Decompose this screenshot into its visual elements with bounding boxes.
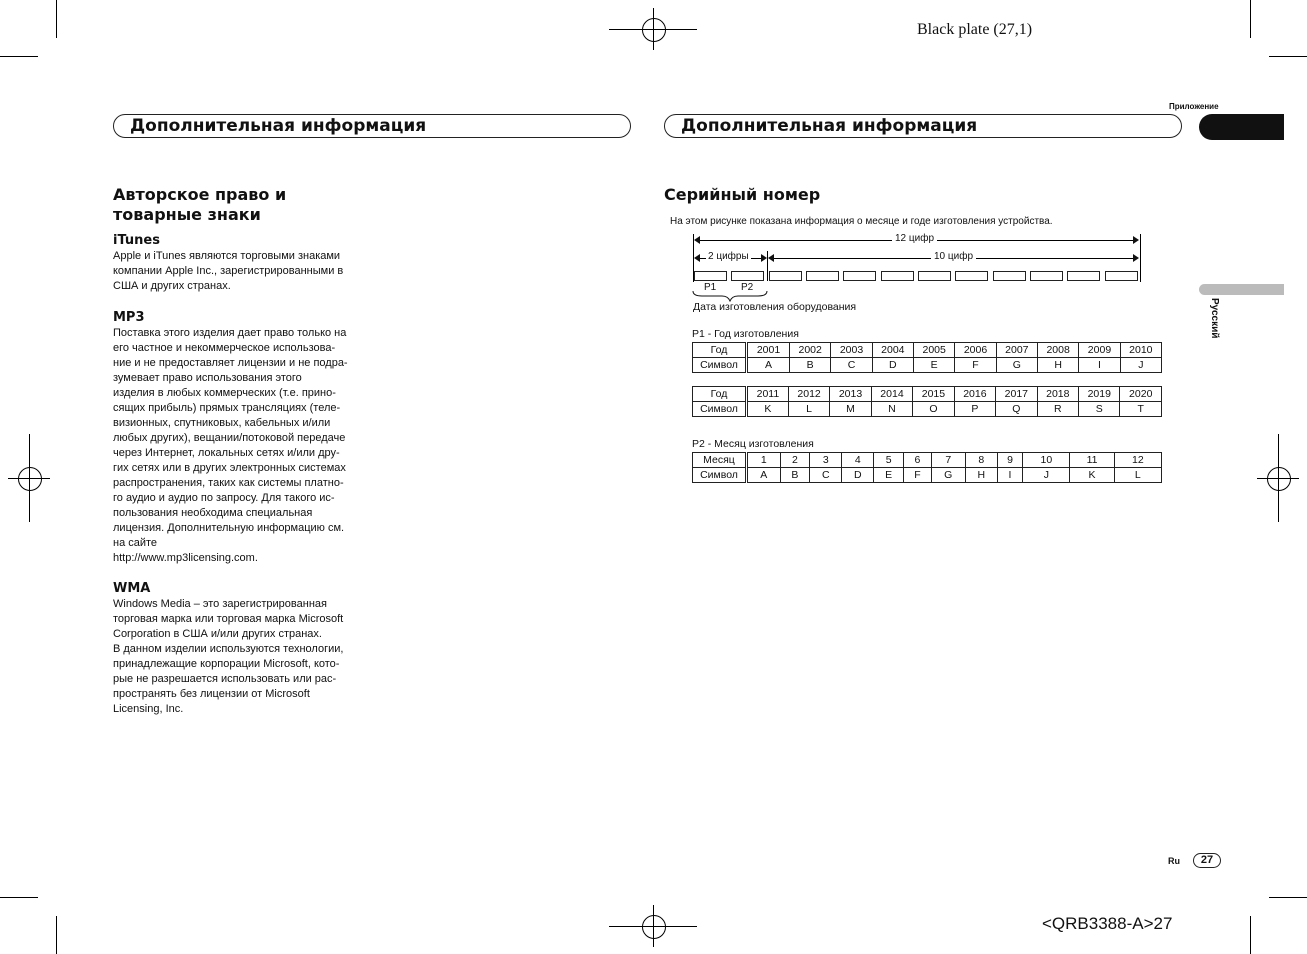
mp3-text: Поставка этого изделия дает право только на его частное и некоммерческое использова- ние и не предоставляет лицензии и не подра- зумевает право использования этого изделия в любых коммерческих (т.е. прино- сящих прибыль) прямых трансляциях (теле- визионных, спутниковых, кабельных и/или любых других), вещании/потоковой передаче через Интернет, локальных сетях и/или дру- гих сетях или в других электронных системах распространения, таких как системы платно- го аудио и аудио по запросу. Для такого ис- пользования необходима специальная лицензия. Дополнительную информацию см. на сайте http://www.mp3licensing.com. <box>113 327 348 564</box>
appendix-label: Приложение <box>1169 102 1219 111</box>
wma-title: WMA <box>113 581 151 596</box>
year-table-1 <box>692 342 1162 373</box>
digit-box <box>694 271 727 281</box>
digit-box <box>843 271 876 281</box>
month-table <box>692 452 1162 483</box>
p1-label: P1 <box>704 282 717 293</box>
table-cell: 2004 <box>872 343 913 358</box>
table-cell: 11 <box>1070 453 1114 468</box>
table-cell: J <box>1120 358 1161 373</box>
language-tab <box>1199 284 1284 295</box>
table-row <box>693 402 1162 417</box>
symbol-row-label: Символ <box>693 358 747 373</box>
table-cell: H <box>965 468 997 483</box>
date-label: Дата изготовления оборудования <box>693 301 857 313</box>
table-cell: M <box>830 402 871 417</box>
table-cell: B <box>790 358 831 373</box>
two-digits-label: 2 цифры <box>708 251 749 262</box>
digit-box <box>1105 271 1138 281</box>
digit-box <box>993 271 1026 281</box>
year-table-2 <box>692 386 1162 417</box>
table-cell: H <box>1037 358 1078 373</box>
table-cell: 2019 <box>1079 387 1120 402</box>
appendix-tab <box>1199 114 1284 140</box>
table-cell: K <box>1070 468 1114 483</box>
table-cell: S <box>1079 402 1120 417</box>
table-cell: A <box>747 468 781 483</box>
digit-box <box>769 271 802 281</box>
serial-title: Серийный номер <box>664 185 821 204</box>
table-cell: R <box>1037 402 1078 417</box>
table-cell: 2001 <box>747 343 790 358</box>
table-cell: 7 <box>931 453 965 468</box>
table-cell: I <box>997 468 1022 483</box>
month-table-caption: P2 - Месяц изготовления <box>692 438 814 450</box>
table-cell: P <box>954 402 995 417</box>
document-code: <QRB3388-A>27 <box>1042 914 1173 933</box>
table-cell: T <box>1120 402 1162 417</box>
itunes-title: iTunes <box>113 233 160 248</box>
table-cell: 6 <box>904 453 932 468</box>
table-row <box>693 387 1162 402</box>
month-row-label: Месяц <box>693 453 747 468</box>
table-cell: C <box>831 358 872 373</box>
right-section-header <box>664 114 1182 138</box>
table-cell: 2009 <box>1079 343 1120 358</box>
table-cell: 2005 <box>914 343 955 358</box>
right-header-text: Дополнительная информация <box>681 116 978 136</box>
symbol-row-label: Символ <box>693 468 747 483</box>
table-cell: 2014 <box>871 387 912 402</box>
digit-box <box>806 271 839 281</box>
language-label: Русский <box>1209 298 1220 339</box>
left-header-text: Дополнительная информация <box>130 116 427 136</box>
table-row <box>693 468 1162 483</box>
table-cell: 2013 <box>830 387 871 402</box>
table-cell: Q <box>996 402 1037 417</box>
table-cell: 2003 <box>831 343 872 358</box>
year-row-label: Год <box>693 343 747 358</box>
table-cell: F <box>955 358 996 373</box>
table-cell: 2007 <box>996 343 1037 358</box>
page-number: 27 <box>1193 853 1221 868</box>
table-row <box>693 358 1162 373</box>
table-cell: N <box>871 402 912 417</box>
ten-digits-label: 10 цифр <box>931 251 976 262</box>
table-cell: 5 <box>874 453 904 468</box>
table-cell: 2012 <box>788 387 829 402</box>
table-cell: D <box>842 468 874 483</box>
mp3-title: MP3 <box>113 310 145 325</box>
digit-box <box>1030 271 1063 281</box>
year-row-label: Год <box>693 387 747 402</box>
table-cell: 8 <box>965 453 997 468</box>
table-cell: 12 <box>1114 453 1161 468</box>
year-table-caption: P1 - Год изготовления <box>692 328 799 340</box>
table-cell: K <box>747 402 789 417</box>
table-row <box>693 453 1162 468</box>
serial-intro: На этом рисунке показана информация о месяце и годе изготовления устройства. <box>670 216 1053 227</box>
table-cell: C <box>810 468 842 483</box>
plate-label: Black plate (27,1) <box>917 21 1033 38</box>
table-cell: 10 <box>1023 453 1070 468</box>
table-cell: D <box>872 358 913 373</box>
table-cell: 2018 <box>1037 387 1078 402</box>
twelve-digits-label: 12 цифр <box>892 233 937 244</box>
table-cell: O <box>913 402 954 417</box>
table-cell: 2016 <box>954 387 995 402</box>
digit-box <box>918 271 951 281</box>
table-cell: B <box>780 468 810 483</box>
table-cell: E <box>874 468 904 483</box>
p2-label: P2 <box>741 282 754 293</box>
table-row <box>693 343 1162 358</box>
table-cell: 2017 <box>996 387 1037 402</box>
table-cell: E <box>914 358 955 373</box>
digit-box <box>955 271 988 281</box>
table-cell: 4 <box>842 453 874 468</box>
table-cell: 9 <box>997 453 1022 468</box>
wma-text: Windows Media – это зарегистрированная торговая марка или торговая марка Microsoft Corporation в США и/или других странах. В данном изделии используются технологии, принадлежащие корпорации Microsoft, кото- рые не разрешается использовать или рас- пространять без лицензии от Microsoft Licensing, Inc. <box>113 598 344 715</box>
table-cell: L <box>788 402 829 417</box>
table-cell: G <box>931 468 965 483</box>
digit-box <box>731 271 764 281</box>
table-cell: 1 <box>747 453 781 468</box>
digit-box <box>881 271 914 281</box>
table-cell: 2015 <box>913 387 954 402</box>
table-cell: 2008 <box>1037 343 1078 358</box>
table-cell: 2020 <box>1120 387 1162 402</box>
copyright-title <box>113 185 286 225</box>
digit-box <box>1067 271 1100 281</box>
table-cell: A <box>747 358 790 373</box>
footer-lang: Ru <box>1168 856 1180 866</box>
table-cell: L <box>1114 468 1161 483</box>
left-section-header <box>113 114 631 138</box>
table-cell: 2011 <box>747 387 789 402</box>
table-cell: F <box>904 468 932 483</box>
copyright-title-line1: Авторское право и <box>113 185 287 204</box>
copyright-title-line2: товарные знаки <box>113 205 261 224</box>
table-cell: I <box>1079 358 1120 373</box>
table-cell: G <box>996 358 1037 373</box>
symbol-row-label: Символ <box>693 402 747 417</box>
table-cell: J <box>1023 468 1070 483</box>
itunes-text: Apple и iTunes являются торговыми знаками компании Apple Inc., зарегистрированными в США и других странах. <box>113 250 344 292</box>
table-cell: 3 <box>810 453 842 468</box>
table-cell: 2002 <box>790 343 831 358</box>
table-cell: 2006 <box>955 343 996 358</box>
table-cell: 2010 <box>1120 343 1161 358</box>
table-cell: 2 <box>780 453 810 468</box>
